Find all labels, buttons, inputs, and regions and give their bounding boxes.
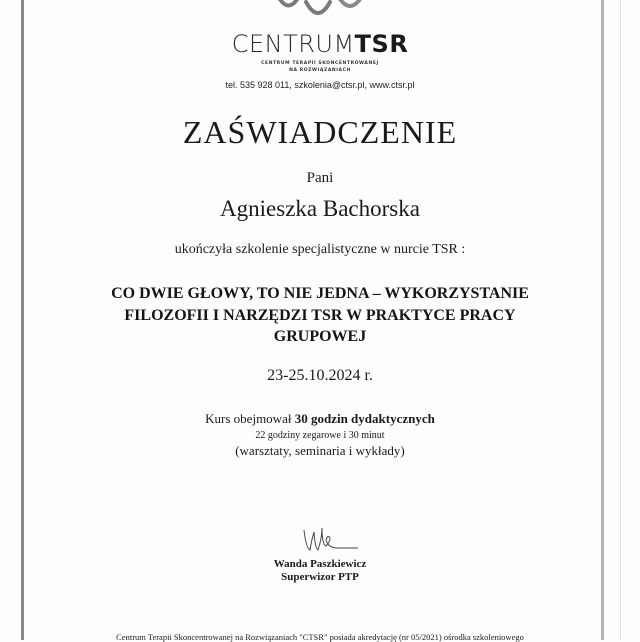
brand-subtitle-line1: CENTRUM TERAPII SKONCENTROWANEJ bbox=[261, 61, 379, 66]
salutation: Pani bbox=[306, 170, 334, 186]
handwritten-signature-icon bbox=[300, 524, 360, 558]
brand-subtitle-line2: NA ROZWIĄZANIACH bbox=[289, 68, 351, 73]
hours-prefix: Kurs obejmował bbox=[205, 411, 295, 426]
wave-arcs-logo-icon bbox=[270, 0, 370, 20]
accreditation-footer: Centrum Terapii Skoncentrowanej na Rozwiązaniach "CTSR" posiada akredytację (nr 05/2021) ośrodka szkoleniowego bbox=[116, 632, 524, 642]
course-hours bbox=[0, 411, 640, 427]
brand-bold: TSR bbox=[354, 30, 409, 58]
hours-detail: 22 godziny zegarowe i 30 minut bbox=[255, 430, 385, 441]
brand-subtitle bbox=[0, 60, 640, 74]
course-forms: (warsztaty, seminaria i wykłady) bbox=[235, 443, 405, 458]
course-title-line: CO DWIE GŁOWY, TO NIE JEDNA – WYKORZYSTANIE bbox=[111, 285, 529, 302]
hours-bold: 30 godzin dydaktycznych bbox=[294, 411, 435, 426]
brand-wordmark bbox=[0, 30, 640, 58]
recipient-name: Agnieszka Bachorska bbox=[220, 196, 420, 221]
signer-name: Wanda Paszkiewicz bbox=[273, 558, 367, 570]
course-title-line: GRUPOWEJ bbox=[273, 328, 367, 345]
completion-text: ukończyła szkolenie specjalistyczne w nurcie TSR : bbox=[174, 242, 466, 257]
course-date: 23-25.10.2024 r. bbox=[267, 367, 373, 384]
brand-light: CENTRUM bbox=[231, 30, 355, 58]
course-title bbox=[0, 283, 640, 348]
certificate-title: ZAŚWIADCZENIE bbox=[182, 114, 458, 150]
contact-line: tel. 535 928 011, szkolenia@ctsr.pl, www.ctsr.pl bbox=[225, 80, 415, 90]
signer-block bbox=[0, 558, 640, 584]
signer-role: Superwizor PTP bbox=[281, 571, 359, 583]
course-title-line: FILOZOFII I NARZĘDZI TSR W PRAKTYCE PRACY bbox=[124, 306, 516, 324]
